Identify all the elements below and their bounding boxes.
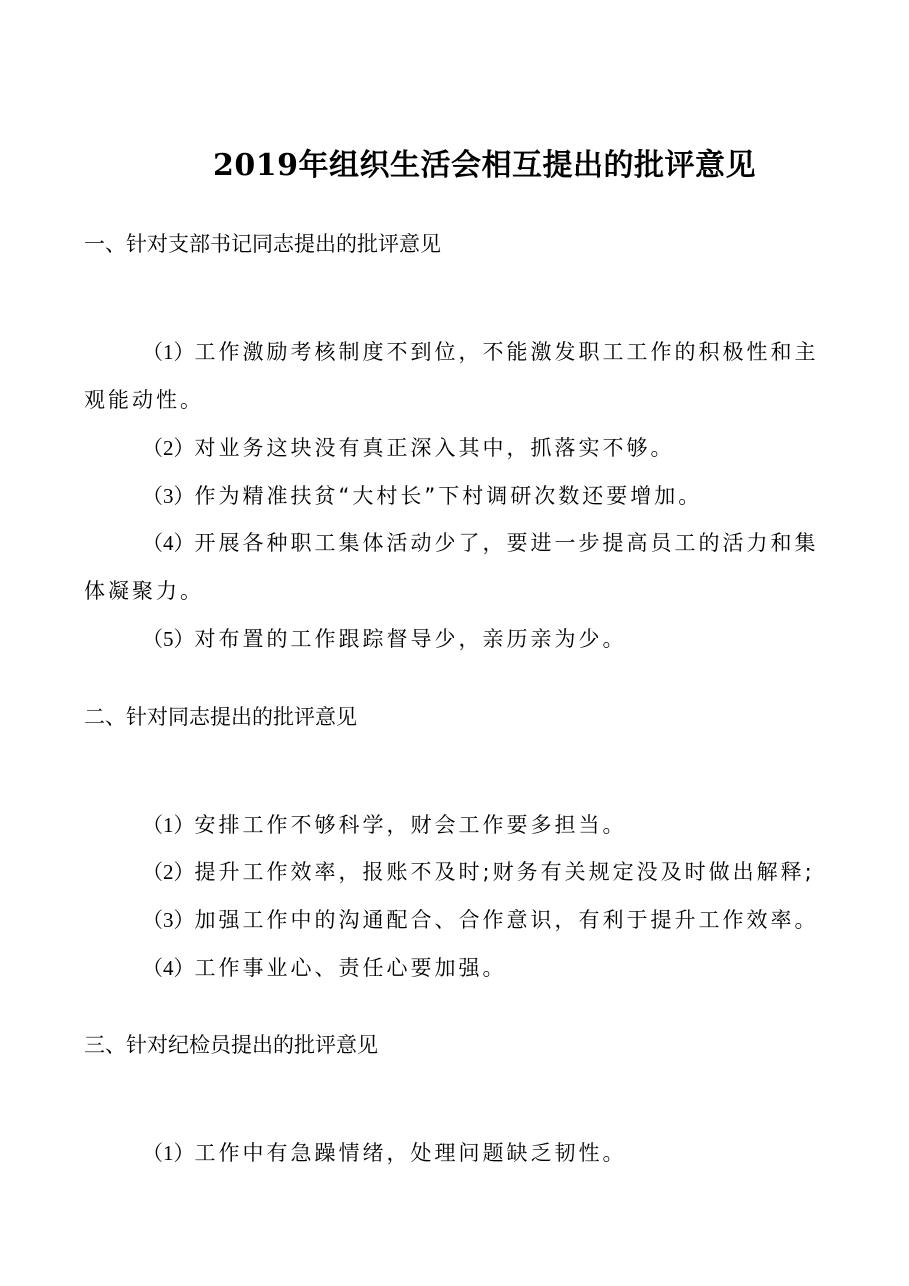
item-text: 工作事业心、责任心要加强。 xyxy=(194,956,507,980)
section-heading-1: 一、针对支部书记同志提出的批评意见 xyxy=(84,232,441,256)
list-item xyxy=(84,424,829,472)
section-heading-3: 三、针对纪检员提出的批评意见 xyxy=(84,1033,378,1057)
item-number: （2） xyxy=(142,436,195,460)
item-number: （3） xyxy=(142,484,195,508)
section-heading-2: 二、针对同志提出的批评意见 xyxy=(84,705,357,729)
item-text: 安排工作不够科学，财会工作要多担当。 xyxy=(194,813,627,837)
item-text: 工作中有急躁情绪，处理问题缺乏韧性。 xyxy=(194,1141,627,1165)
document-title-text: 2019年组织生活会相互提出的批评意见 xyxy=(213,148,756,183)
item-text: 对业务这块没有真正深入其中，抓落实不够。 xyxy=(194,436,675,460)
list-item xyxy=(84,848,829,896)
list-item xyxy=(84,519,829,615)
item-text: 加强工作中的沟通配合、合作意识，有利于提升工作效率。 xyxy=(194,908,819,932)
list-item xyxy=(84,328,829,424)
item-text: 提升工作效率，报账不及时;财务有关规定没及时做出解释; xyxy=(194,860,815,884)
item-text: 对布置的工作跟踪督导少，亲历亲为少。 xyxy=(194,627,627,651)
item-number: （2） xyxy=(142,860,195,884)
item-number: （1） xyxy=(142,340,195,364)
item-number: （1） xyxy=(142,813,195,837)
list-item xyxy=(84,896,829,944)
list-item xyxy=(84,944,829,992)
item-text: 开展各种职工集体活动少了，要进一步提高员工的活力和集体凝聚力。 xyxy=(84,531,819,603)
document-title xyxy=(0,140,909,184)
list-item xyxy=(84,472,829,520)
item-number: （4） xyxy=(142,531,195,555)
item-number: （3） xyxy=(142,908,195,932)
list-item xyxy=(84,615,829,663)
item-text: 作为精准扶贫“大村长”下村调研次数还要增加。 xyxy=(194,484,703,508)
item-number: （1） xyxy=(142,1141,195,1165)
item-number: （4） xyxy=(142,956,195,980)
list-item xyxy=(84,1129,829,1177)
item-number: （5） xyxy=(142,627,195,651)
list-item xyxy=(84,801,829,849)
item-text: 工作激励考核制度不到位，不能激发职工工作的积极性和主观能动性。 xyxy=(84,340,819,412)
